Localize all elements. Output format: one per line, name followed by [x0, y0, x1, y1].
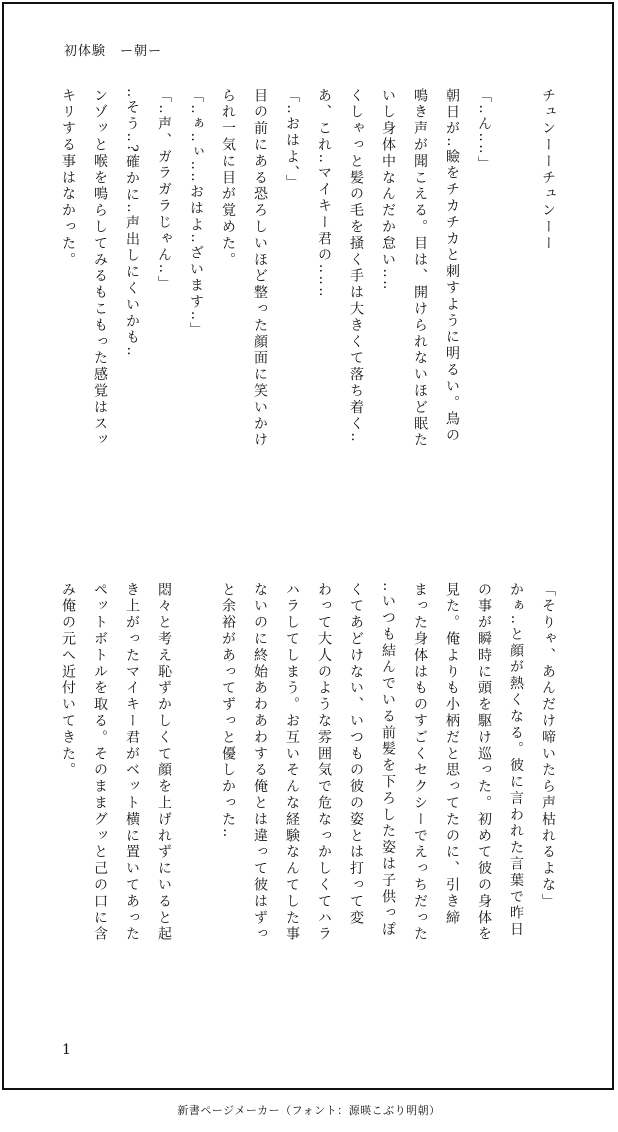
- page-number: 1: [62, 1042, 71, 1058]
- text-line: 見た。俺よりも小柄だと思ってたのに、引き締: [444, 582, 460, 927]
- text-line: キリする事はなかった。: [60, 88, 76, 269]
- text-line: わって大人のような雰囲気で危なっかしくてハラ: [316, 582, 332, 943]
- text-line: 「‥声、ガラガラじゃん‥」: [156, 88, 172, 292]
- text-line: み俺の元へ近付いてきた。: [60, 582, 76, 779]
- text-line: の事が瞬時に頭を駆け巡った。初めて彼の身体を: [476, 582, 492, 943]
- text-line: くてあどけない、いつもの彼の姿とは打って変: [348, 582, 364, 927]
- text-line: チュンーーチュンーー: [540, 88, 556, 252]
- text-block-bottom: [52, 582, 564, 1002]
- text-line: ペットボトルを取る。そのままグッと己の口に含: [92, 582, 108, 943]
- text-line: [180, 582, 212, 1002]
- text-line: られ一気に目が覚めた。: [220, 88, 236, 269]
- text-line: いし身体中なんだか怠い‥‥: [380, 88, 396, 292]
- text-line: ‥いつも結んでいる前髪を下ろした姿は子供っぽ: [380, 582, 396, 939]
- text-line: かぁ‥と顔が熱くなる。彼に言われた言葉で昨日: [508, 582, 524, 939]
- text-line: と余裕があってずっと優しかった‥: [220, 582, 236, 840]
- text-line: ハラしてしまう。お互いそんな経験なんてした事: [284, 582, 300, 943]
- page-header-title: 初体験 ー朝ー: [64, 44, 163, 59]
- text-line: 鳴き声が聞こえる。目は、開けられないほど眠た: [412, 88, 428, 449]
- text-line: 悶々と考え恥ずかしくて顔を上げれずにいると起: [156, 582, 172, 943]
- footer-credit: 新書ページメーカー（フォント：源暎こぶり明朝）: [177, 1104, 441, 1117]
- text-block-top: [52, 88, 564, 518]
- text-line: ンゾッと喉を鳴らしてみるもこもった感覚はスッ: [92, 88, 108, 449]
- text-line: ‥そう‥?確かに‥声出しにくいかも‥: [124, 88, 140, 359]
- page-frame: [2, 2, 614, 1090]
- text-line: ないのに終始あわあわする俺とは違って彼はずっ: [252, 582, 268, 943]
- text-line: まった身体はものすごくセクシーでえっちだった: [412, 582, 428, 943]
- text-line: 「‥おはよ、」: [284, 88, 300, 192]
- text-line: 目の前にある恐ろしいほど整った顔面に笑いかけ: [252, 88, 268, 449]
- text-line: くしゃっと髪の毛を掻く手は大きくて落ち着く‥: [348, 88, 364, 445]
- text-line: 「そりゃ、あんだけ啼いたら声枯れるよな」: [540, 582, 556, 910]
- text-line: [500, 88, 532, 518]
- text-line: 「‥ん‥‥」: [476, 88, 492, 173]
- text-line: あ、これ‥マイキー君の‥‥‥: [316, 88, 332, 299]
- text-line: 朝日が‥瞼をチカチカと刺すように明るい。鳥の: [444, 88, 460, 445]
- text-line: 「‥ぁ‥ぃ‥‥おはよ‥ざいます‥」: [188, 88, 204, 339]
- text-line: き上がったマイキー君がベット横に置いてあった: [124, 582, 140, 943]
